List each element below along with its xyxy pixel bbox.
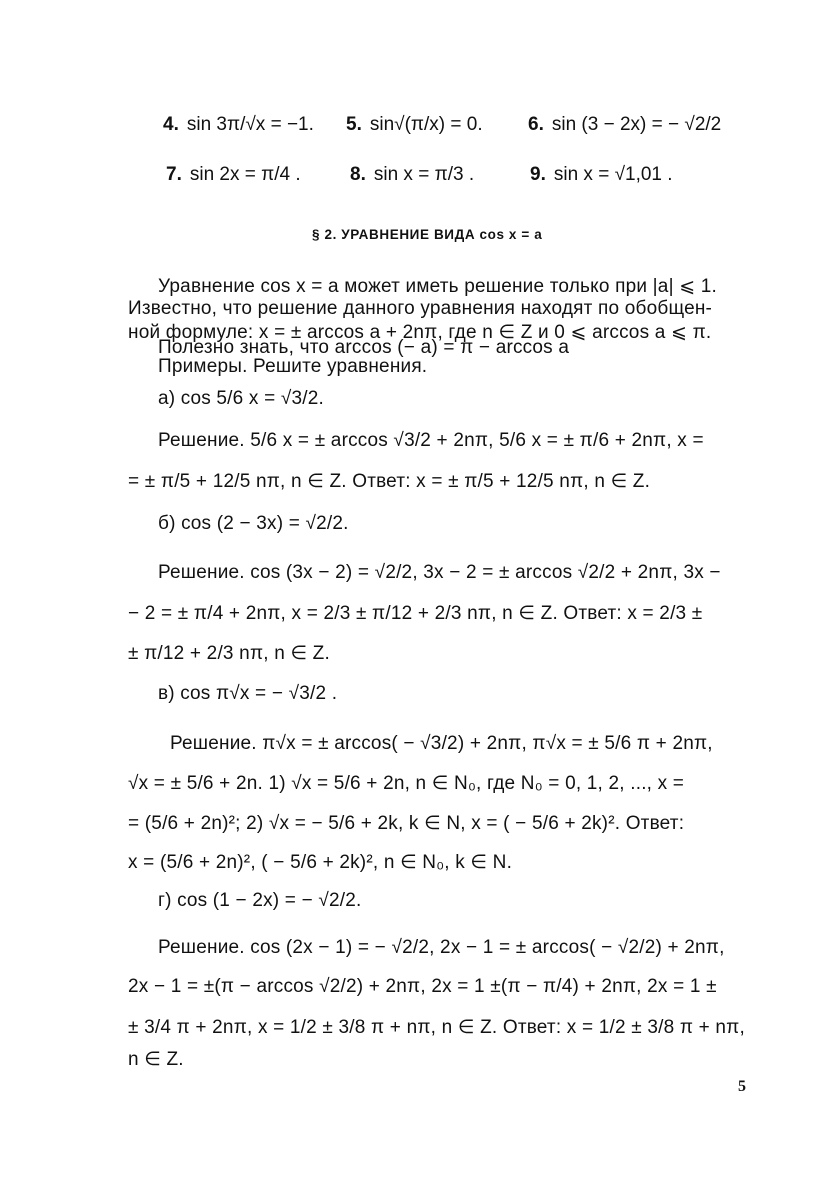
example-g-solution-line: Решение. cos (2x − 1) = − √2/2, 2x − 1 = ± arccos( − √2/2) + 2nπ, <box>158 937 725 958</box>
example-b-solution-line: Решение. cos (3x − 2) = √2/2, 3x − 2 = ± arccos √2/2 + 2nπ, 3x − <box>158 562 721 583</box>
example-g-solution-line: 2x − 1 = ±(π − arccos √2/2) + 2nπ, 2x = 1 ±(π − π/4) + 2nπ, 2x = 1 ± <box>128 976 717 997</box>
exercise-formula: sin√(π/x) = 0. <box>369 114 483 135</box>
exercise-5 <box>346 114 483 136</box>
exercise-formula: sin 2x = π/4 . <box>189 164 301 185</box>
exercise-formula: sin x = √1,01 . <box>553 164 673 185</box>
example-g-solution-line: ± 3/4 π + 2nπ, x = 1/2 ± 3/8 π + nπ, n ∈ Z. Ответ: x = 1/2 ± 3/8 π + nπ, <box>128 1017 745 1038</box>
intro-line: Уравнение cos x = a может иметь решение только при |a| ⩽ 1. <box>158 276 718 297</box>
example-b-solution-line: − 2 = ± π/4 + 2nπ, x = 2/3 ± π/12 + 2/3 nπ, n ∈ Z. Ответ: x = 2/3 ± <box>128 603 703 624</box>
examples-label: Примеры. Решите уравнения. <box>158 356 428 377</box>
example-b-solution-line: ± π/12 + 2/3 nπ, n ∈ Z. <box>128 643 330 664</box>
exercise-6 <box>528 114 721 136</box>
example-a-task: а) cos 5/6 x = √3/2. <box>158 388 324 409</box>
exercise-formula: sin x = π/3 . <box>373 164 475 185</box>
intro-line: ной формуле: x = ± arccos a + 2nπ, где n ∈ Z и 0 ⩽ arccos a ⩽ π. <box>128 322 712 343</box>
example-v-task: в) cos π√x = − √3/2 . <box>158 683 338 704</box>
exercise-formula: sin 3π/√x = −1. <box>186 114 314 135</box>
exercise-4 <box>163 114 314 136</box>
example-a-solution-line: Решение. 5/6 x = ± arccos √3/2 + 2nπ, 5/6 x = ± π/6 + 2nπ, x = <box>158 430 704 451</box>
example-v-solution-line: √x = ± 5/6 + 2n. 1) √x = 5/6 + 2n, n ∈ N₀, где N₀ = 0, 1, 2, ..., x = <box>128 773 685 794</box>
page-number: 5 <box>738 1078 746 1095</box>
exercise-7 <box>166 164 301 186</box>
intro-line: Полезно знать, что arccos (− a) = π − arccos a <box>158 337 570 358</box>
exercise-number: 5. <box>346 114 362 135</box>
intro-line: Известно, что решение данного уравнения находят по обобщен- <box>128 298 713 319</box>
example-v-solution-line: = (5/6 + 2n)²; 2) √x = − 5/6 + 2k, k ∈ N, x = ( − 5/6 + 2k)². Ответ: <box>128 813 685 834</box>
example-g-task: г) cos (1 − 2x) = − √2/2. <box>158 890 362 911</box>
example-g-solution-line: n ∈ Z. <box>128 1049 184 1070</box>
example-b-task: б) cos (2 − 3x) = √2/2. <box>158 513 349 534</box>
example-v-solution-line: Решение. π√x = ± arccos( − √3/2) + 2nπ, π√x = ± 5/6 π + 2nπ, <box>170 733 713 754</box>
exercise-formula: sin (3 − 2x) = − √2/2 <box>551 114 722 135</box>
exercise-number: 8. <box>350 164 366 185</box>
example-a-solution-line: = ± π/5 + 12/5 nπ, n ∈ Z. Ответ: x = ± π/5 + 12/5 nπ, n ∈ Z. <box>128 471 651 492</box>
exercise-9 <box>530 164 673 186</box>
exercise-8 <box>350 164 474 186</box>
exercise-number: 6. <box>528 114 544 135</box>
exercise-number: 7. <box>166 164 182 185</box>
exercise-number: 4. <box>163 114 179 135</box>
section-heading: § 2. УРАВНЕНИЕ ВИДА cos x = a <box>312 227 543 242</box>
example-v-solution-line: x = (5/6 + 2n)², ( − 5/6 + 2k)², n ∈ N₀, k ∈ N. <box>128 852 513 873</box>
exercise-number: 9. <box>530 164 546 185</box>
